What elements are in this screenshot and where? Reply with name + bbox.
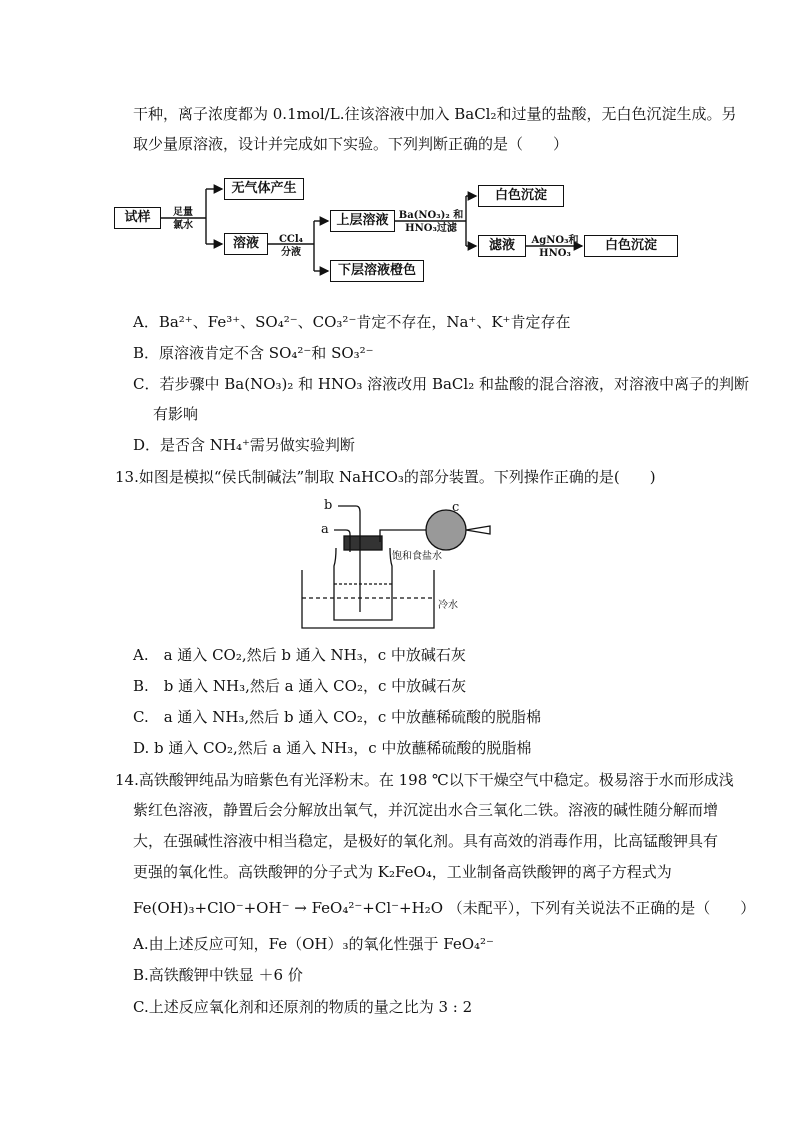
q14-option-b: B.高铁酸钾中铁显 ＋6 价 xyxy=(133,966,303,984)
q13-option-b: B. b 通入 NH₃,然后 a 通入 CO₂，c 中放碱石灰 xyxy=(133,677,467,695)
reagent4-top-label: AgNO₃和 xyxy=(531,235,579,246)
label-b: b xyxy=(324,498,333,513)
white-precipitate-box-2: 白色沉淀 xyxy=(584,235,678,257)
label-c: c xyxy=(452,500,460,515)
q14-option-a: A.由上述反应可知，Fe（OH）₃的氧化性强于 FeO₄²⁻ xyxy=(133,935,494,953)
reagent2-bottom-label: 分液 xyxy=(281,247,301,258)
q14-line-3: 大，在强碱性溶液中相当稳定，是极好的氧化剂。具有高效的消毒作用，比高锰酸钾具有 xyxy=(133,832,719,850)
q12-option-b: B．原溶液肯定不含 SO₄²⁻和 SO₃²⁻ xyxy=(133,344,374,362)
q12-option-a: A．Ba²⁺、Fe³⁺、SO₄²⁻、CO₃²⁻肯定不存在，Na⁺、K⁺肯定存在 xyxy=(133,313,571,331)
reagent1-bottom-label: 氯水 xyxy=(173,220,193,231)
intro-line-2: 取少量原溶液，设计并完成如下实验。下列判断正确的是（ ） xyxy=(133,135,569,153)
upper-layer-box: 上层溶液 xyxy=(330,210,395,232)
reagent1-top-label: 足量 xyxy=(173,207,193,218)
reagent2-top-label: CCl₄ xyxy=(278,234,304,245)
solution-box: 溶液 xyxy=(224,233,268,255)
sample-box: 试样 xyxy=(114,207,161,229)
q14-equation-tail: （未配平），下列有关说法不正确的是（ ） xyxy=(447,899,756,917)
q13-option-a: A. a 通入 CO₂,然后 b 通入 NH₃，c 中放碱石灰 xyxy=(133,646,466,664)
reagent3-bottom-label: HNO₃过滤 xyxy=(405,223,457,234)
intro-line-1: 干种，离子浓度都为 0.1mol/L.往该溶液中加入 BaCl₂和过量的盐酸，无白色沉淀生成。另 xyxy=(133,105,737,123)
label-a: a xyxy=(321,522,329,537)
q12-option-d: D．是否含 NH₄⁺需另做实验判断 xyxy=(133,436,355,454)
q14-option-c: C.上述反应氧化剂和还原剂的物质的量之比为 3 : 2 xyxy=(133,998,473,1016)
reagent4-bottom-label: HNO₃ xyxy=(539,248,571,259)
label-cold-water: 冷水 xyxy=(438,600,458,611)
q12-option-c-line2: 有影响 xyxy=(153,405,199,423)
q14-line-4: 更强的氧化性。高铁酸钾的分子式为 K₂FeO₄，工业制备高铁酸钾的离子方程式为 xyxy=(133,863,672,881)
q14-line-2: 紫红色溶液，静置后会分解放出氧气，并沉淀出水合三氧化二铁。溶液的碱性随分解而增 xyxy=(133,801,719,819)
q13-stem: 13.如图是模拟“侯氏制碱法”制取 NaHCO₃的部分装置。下列操作正确的是( ) xyxy=(115,468,656,486)
q14-equation-line xyxy=(133,898,755,918)
lower-layer-box: 下层溶液橙色 xyxy=(330,260,424,282)
q13-option-d: D. b 通入 CO₂,然后 a 通入 NH₃，c 中放蘸稀硫酸的脱脂棉 xyxy=(133,739,532,757)
no-gas-box: 无气体产生 xyxy=(224,178,304,200)
filtrate-box: 滤液 xyxy=(478,235,526,257)
white-precipitate-box-1: 白色沉淀 xyxy=(478,185,564,207)
q12-option-c-line1: C．若步骤中 Ba(NO₃)₂ 和 HNO₃ 溶液改用 BaCl₂ 和盐酸的混合溶液，对溶液中离子的判断 xyxy=(133,375,749,393)
q14-line-1: 14.高铁酸钾纯品为暗紫色有光泽粉末。在 198 ℃以下干燥空气中稳定。极易溶于水而形成浅 xyxy=(115,771,734,789)
label-brine: 饱和食盐水 xyxy=(392,551,442,562)
q14-equation: Fe(OH)₃+ClO⁻+OH⁻ → FeO₄²⁻+Cl⁻+H₂O xyxy=(133,899,444,917)
q13-option-c: C. a 通入 NH₃,然后 b 通入 CO₂，c 中放蘸稀硫酸的脱脂棉 xyxy=(133,708,542,726)
reagent3-top-label: Ba(NO₃)₂ 和 xyxy=(398,210,464,221)
